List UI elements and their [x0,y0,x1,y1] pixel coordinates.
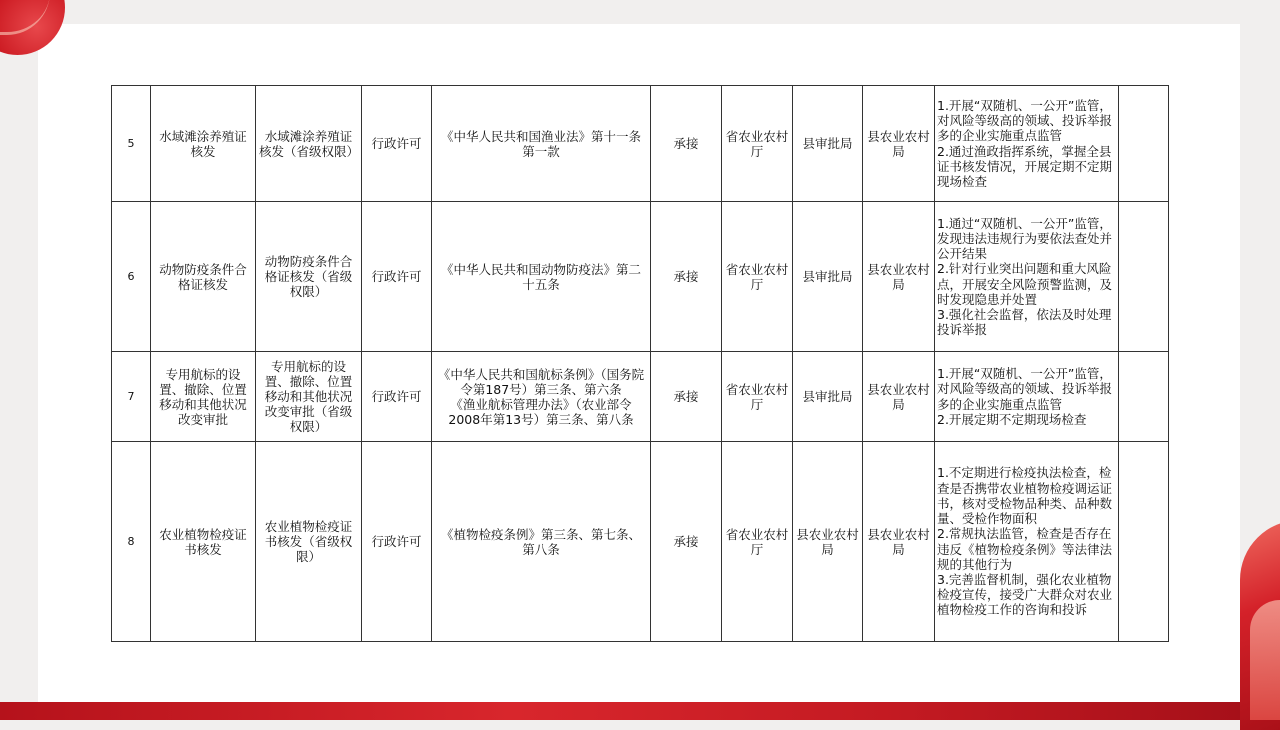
remark [1119,352,1169,442]
approval-items-table [111,85,1169,642]
handling-mode: 承接 [651,442,722,642]
row-number: 5 [112,86,151,202]
implementing-department: 县审批局 [793,202,863,352]
row-number: 6 [112,202,151,352]
implementing-department: 县农业农村局 [793,442,863,642]
legal-basis: 《植物检疫条例》第三条、第七条、第八条 [432,442,651,642]
item-name: 专用航标的设置、撤除、位置移动和其他状况改变审批 [151,352,256,442]
original-department: 省农业农村厅 [722,86,793,202]
row-number: 7 [112,352,151,442]
item-type: 行政许可 [362,442,432,642]
sub-item-name: 专用航标的设置、撤除、位置移动和其他状况改变审批（省级权限） [256,352,362,442]
supervision-measures: 1.通过“双随机、一公开”监管，发现违法违规行为要依法查处并公开结果 2.针对行业突出问题和重大风险点，开展安全风险预警监测，及时发现隐患并处置 3.强化社会监督，依法及时处理投诉举报 [935,202,1119,352]
table-row [112,352,1169,442]
implementing-department: 县审批局 [793,86,863,202]
supervision-measures: 1.开展“双随机、一公开”监管，对风险等级高的领域、投诉举报多的企业实施重点监管 2.通过渔政指挥系统，掌握全县证书核发情况，开展定期不定期现场检查 [935,86,1119,202]
remark [1119,442,1169,642]
supervision-measures: 1.开展“双随机、一公开”监管，对风险等级高的领域、投诉举报多的企业实施重点监管 2.开展定期不定期现场检查 [935,352,1119,442]
item-type: 行政许可 [362,202,432,352]
original-department: 省农业农村厅 [722,352,793,442]
bottom-right-ribbon-highlight [1250,600,1280,720]
handling-mode: 承接 [651,352,722,442]
legal-basis: 《中华人民共和国航标条例》（国务院令第187号）第三条、第六条 《渔业航标管理办法》（农业部令2008年第13号）第三条、第八条 [432,352,651,442]
supervising-department: 县农业农村局 [863,352,935,442]
item-type: 行政许可 [362,86,432,202]
table-row [112,202,1169,352]
bottom-ribbon-decoration [0,702,1280,720]
supervising-department: 县农业农村局 [863,442,935,642]
sub-item-name: 水域滩涂养殖证核发（省级权限） [256,86,362,202]
item-name: 农业植物检疫证书核发 [151,442,256,642]
supervising-department: 县农业农村局 [863,202,935,352]
item-name: 动物防疫条件合格证核发 [151,202,256,352]
remark [1119,86,1169,202]
row-number: 8 [112,442,151,642]
sub-item-name: 动物防疫条件合格证核发（省级权限） [256,202,362,352]
supervising-department: 县农业农村局 [863,86,935,202]
implementing-department: 县审批局 [793,352,863,442]
table-row [112,442,1169,642]
original-department: 省农业农村厅 [722,442,793,642]
legal-basis: 《中华人民共和国渔业法》第十一条第一款 [432,86,651,202]
item-name: 水域滩涂养殖证核发 [151,86,256,202]
item-type: 行政许可 [362,352,432,442]
remark [1119,202,1169,352]
legal-basis: 《中华人民共和国动物防疫法》第二十五条 [432,202,651,352]
original-department: 省农业农村厅 [722,202,793,352]
supervision-measures: 1.不定期进行检疫执法检查，检查是否携带农业植物检疫调运证书，核对受检物品种类、品种数量、受检作物面积 2.常规执法监管，检查是否存在违反《植物检疫条例》等法律法规的其他行为 3.完善监督机制，强化农业植物检疫宣传，接受广大群众对农业植物检疫工作的咨询和投诉 [935,442,1119,642]
table-row [112,86,1169,202]
handling-mode: 承接 [651,202,722,352]
handling-mode: 承接 [651,86,722,202]
sub-item-name: 农业植物检疫证书核发（省级权限） [256,442,362,642]
